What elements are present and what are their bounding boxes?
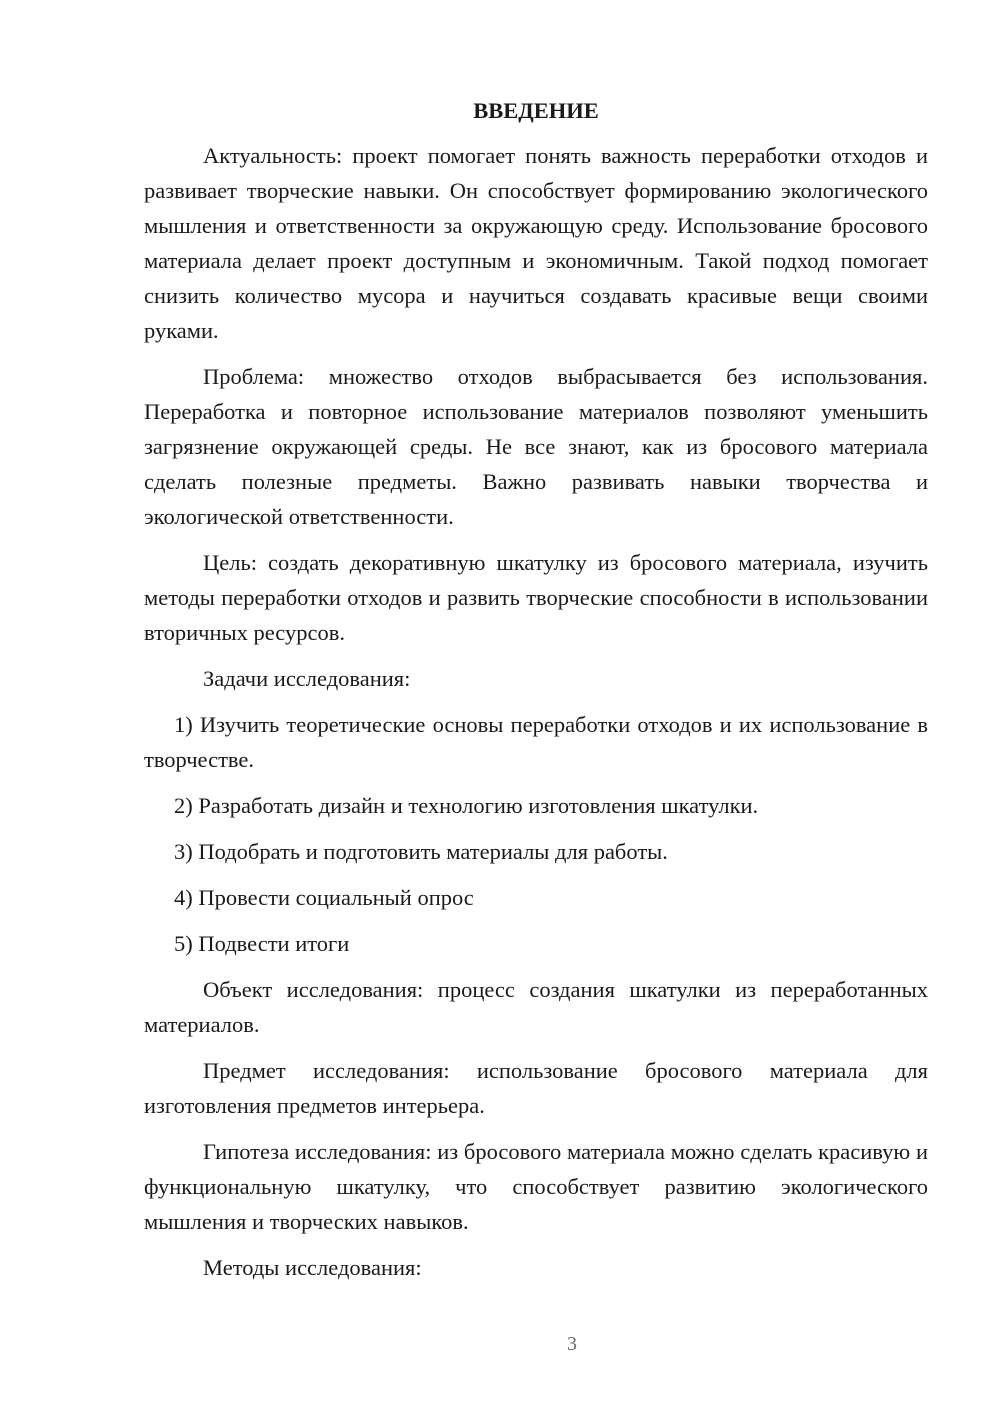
list-item: 3) Подобрать и подготовить материалы для работы. xyxy=(174,839,668,864)
page-number: 3 xyxy=(567,1333,577,1355)
list-item: 4) Провести социальный опрос xyxy=(174,885,474,910)
list-item: 2) Разработать дизайн и технологию изготовления шкатулки. xyxy=(174,793,759,818)
paragraph-relevance: Актуальность: проект помогает понять важность переработки отходов и развивает творческие навыки. Он способствует формированию экологического мышления и ответственности за окружающую среду. Использование бросового материала делает проект доступным и экономичным. Такой подход помогает снизить количество мусора и научиться создавать красивые вещи своими руками. xyxy=(144,143,928,343)
section-title: ВВЕДЕНИЕ xyxy=(473,98,599,123)
paragraph-subject: Предмет исследования: использование бросового материала для изготовления предметов интерьера. xyxy=(144,1058,928,1118)
paragraph-hypothesis: Гипотеза исследования: из бросового материала можно сделать красивую и функциональную шкатулку, что способствует развитию экологического мышления и творческих навыков. xyxy=(144,1139,928,1234)
paragraph-object: Объект исследования: процесс создания шкатулки из переработанных материалов. xyxy=(144,977,928,1037)
tasks-heading: Задачи исследования: xyxy=(203,666,411,691)
tasks-list xyxy=(144,707,928,961)
paragraph-problem: Проблема: множество отходов выбрасывается без использования. Переработка и повторное использование материалов позволяют уменьшить загрязнение окружающей среды. Не все знают, как из бросового материала сделать полезные предметы. Важно развивать навыки творчества и экологической ответственности. xyxy=(144,364,928,529)
paragraph-goal: Цель: создать декоративную шкатулку из бросового материала, изучить методы переработки отходов и развить творческие способности в использовании вторичных ресурсов. xyxy=(144,550,928,645)
document-body xyxy=(144,93,928,1296)
list-item: 1) Изучить теоретические основы переработки отходов и их использование в творчестве. xyxy=(144,712,928,772)
list-item: 5) Подвести итоги xyxy=(174,931,350,956)
methods-heading: Методы исследования: xyxy=(203,1255,422,1280)
